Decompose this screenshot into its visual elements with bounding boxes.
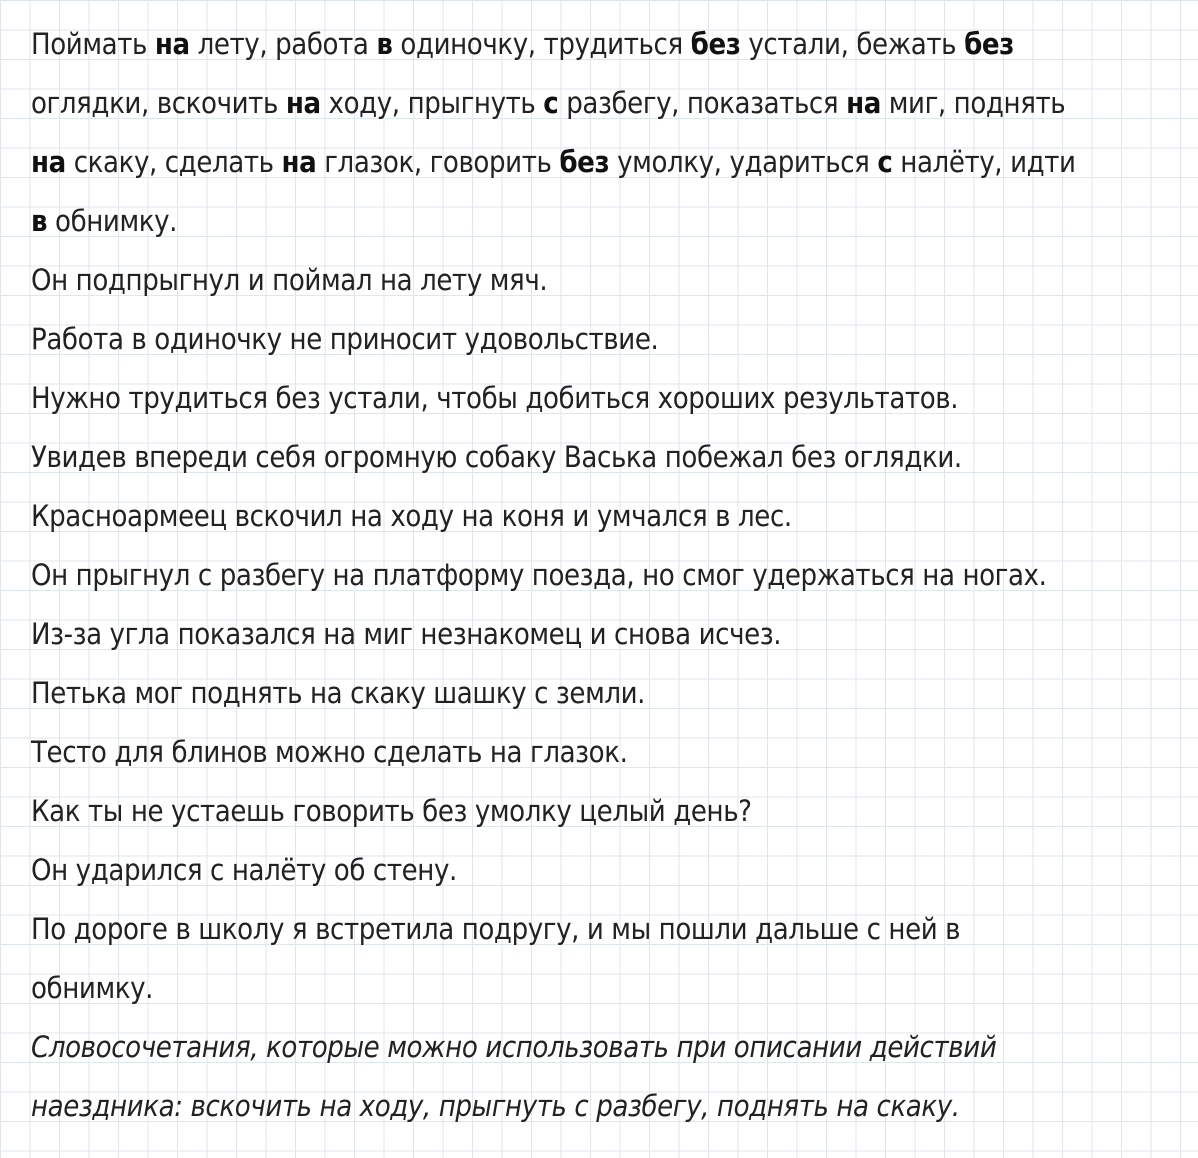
text-segment: налёту, идти xyxy=(892,145,1076,179)
intro-line xyxy=(31,133,1188,192)
sentence-line: Он ударился с налёту об стену. xyxy=(31,853,457,887)
text-segment: обнимку. xyxy=(47,204,178,238)
bold-preposition: на xyxy=(281,145,317,179)
sentence-line: Работа в одиночку не приносит удовольствие. xyxy=(31,322,659,356)
sentence-line: Как ты не устаешь говорить без умолку целый день? xyxy=(31,794,752,828)
conclusion-line: наездника: вскочить на ходу, прыгнуть с разбегу, поднять на скаку. xyxy=(31,1089,960,1123)
sentence-line: обнимку. xyxy=(31,971,154,1005)
conclusion-paragraph xyxy=(31,1018,1188,1136)
bold-preposition: в xyxy=(31,204,48,238)
bold-preposition: на xyxy=(154,27,190,61)
bold-preposition: без xyxy=(690,27,741,61)
text-segment: скаку, сделать xyxy=(65,145,282,179)
bold-preposition: в xyxy=(376,27,393,61)
sentence-line: Он подпрыгнул и поймал на лету мяч. xyxy=(31,263,548,297)
bold-preposition: на xyxy=(31,145,66,179)
bold-preposition: без xyxy=(559,145,610,179)
text-segment: разбегу, показаться xyxy=(558,86,847,120)
sentence-line: Петька мог поднять на скаку шашку с земли. xyxy=(31,676,646,710)
text-segment: устали, бежать xyxy=(740,27,965,61)
sentence-line: Он прыгнул с разбегу на платформу поезда, но смог удержаться на ногах. xyxy=(31,558,1047,592)
bold-preposition: без xyxy=(964,27,1014,61)
text-segment: Поймать xyxy=(31,27,155,61)
bold-preposition: с xyxy=(543,86,559,120)
intro-line xyxy=(31,192,1188,251)
sentence-line: Красноармеец вскочил на ходу на коня и умчался в лес. xyxy=(31,499,792,533)
intro-line xyxy=(31,74,1188,133)
sentence-line: По дороге в школу я встретила подругу, и мы пошли дальше с ней в xyxy=(31,912,961,946)
example-sentences xyxy=(31,251,1188,1018)
sentence-line: Тесто для блинов можно сделать на глазок. xyxy=(31,735,628,769)
text-segment: миг, поднять xyxy=(880,86,1066,120)
text-segment: умолку, удариться xyxy=(609,145,878,179)
text-segment: одиночку, трудиться xyxy=(392,27,691,61)
bold-preposition: на xyxy=(846,86,881,120)
text-segment: ходу, прыгнуть xyxy=(320,86,544,120)
sentence-line: Нужно трудиться без устали, чтобы добиться хороших результатов. xyxy=(31,381,959,415)
sentence-line: Из-за угла показался на миг незнакомец и снова исчез. xyxy=(31,617,782,651)
text-segment: глазок, говорить xyxy=(316,145,560,179)
intro-line xyxy=(31,15,1188,74)
sentence-line: Увидев впереди себя огромную собаку Васька побежал без оглядки. xyxy=(31,440,962,474)
bold-preposition: на xyxy=(285,86,321,120)
bold-preposition: с xyxy=(877,145,893,179)
intro-paragraph xyxy=(31,15,1188,251)
text-segment: оглядки, вскочить xyxy=(31,86,286,120)
conclusion-line: Словосочетания, которые можно использовать при описании действий xyxy=(31,1030,997,1064)
text-segment: лету, работа xyxy=(189,27,377,61)
